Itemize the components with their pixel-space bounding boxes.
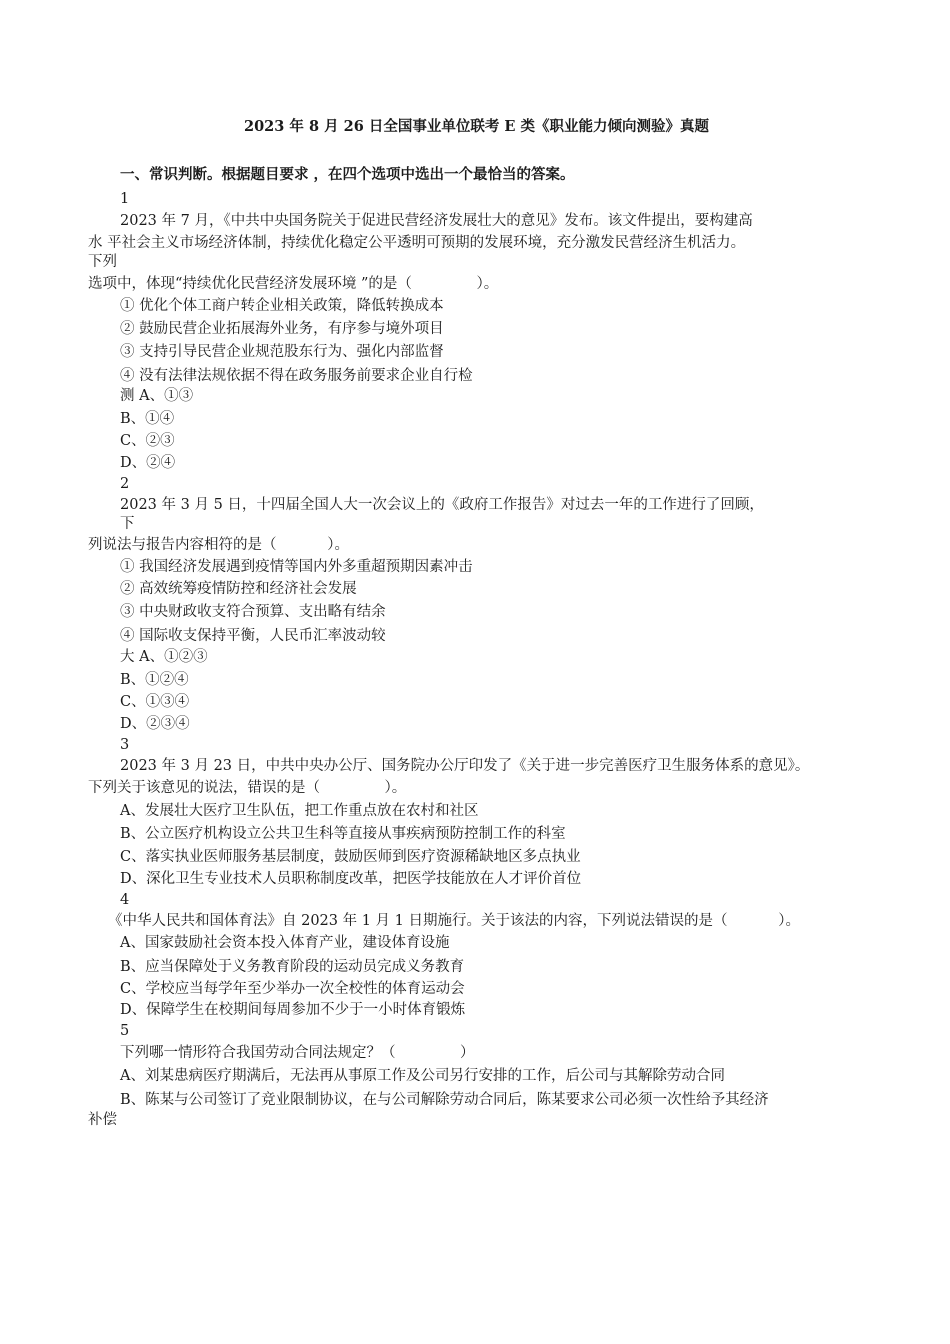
page-title: 2023 年 8 月 26 日全国事业单位联考 E 类《职业能力倾向测验》真题 — [244, 118, 710, 135]
question-number: 1 — [120, 191, 130, 207]
statement-item: ② 鼓励民营企业拓展海外业务，有序参与境外项目 — [120, 321, 444, 337]
question-stem: 下列关于该意见的说法，错误的是（ ）。 — [88, 780, 407, 796]
question-stem: 2023 年 3 月 23 日，中共中央办公厅、国务院办公厅印发了《关于进一步完善医疗卫生服务体系的意见》。 — [120, 758, 810, 774]
statement-item: ④ 国际收支保持平衡，人民币汇率波动较 — [120, 628, 386, 644]
answer-option: D、②③④ — [120, 716, 190, 732]
answer-option: C、学校应当每学年至少举办一次全校性的体育运动会 — [120, 981, 465, 997]
question-stem: 选项中，体现“持续优化民营经济发展环境 ”的是（ ）。 — [88, 276, 499, 292]
answer-option: C、①③④ — [120, 694, 190, 710]
answer-option: 测 A、①③ — [120, 388, 194, 404]
answer-option: D、保障学生在校期间每周参加不少于一小时体育锻炼 — [120, 1002, 466, 1018]
answer-option: 补偿 — [88, 1112, 117, 1128]
statement-item: ④ 没有法律法规依据不得在政务服务前要求企业自行检 — [120, 368, 473, 384]
statement-item: ① 我国经济发展遇到疫情等国内外多重超预期因素冲击 — [120, 559, 473, 575]
statement-item: ③ 支持引导民营企业规范股东行为、强化内部监督 — [120, 344, 444, 360]
answer-option: D、深化卫生专业技术人员职称制度改革，把医学技能放在人才评价首位 — [120, 871, 582, 887]
question-stem: 下列 — [88, 254, 117, 270]
answer-option: B、①④ — [120, 411, 175, 427]
statement-item: ③ 中央财政收支符合预算、支出略有结余 — [120, 604, 386, 620]
question-number: 4 — [120, 892, 130, 908]
statement-item: ② 高效统筹疫情防控和经济社会发展 — [120, 581, 357, 597]
question-stem: 下 — [120, 516, 135, 532]
answer-option: B、陈某与公司签订了竞业限制协议，在与公司解除劳动合同后，陈某要求公司必须一次性给予其经济 — [120, 1092, 769, 1108]
statement-item: ① 优化个体工商户转企业相关政策，降低转换成本 — [120, 298, 444, 314]
question-stem: 2023 年 3 月 5 日，十四届全国人大一次会议上的《政府工作报告》对过去一年的工作进行了回顾， — [120, 497, 764, 513]
answer-option: D、②④ — [120, 455, 176, 471]
answer-option: A、发展壮大医疗卫生队伍，把工作重点放在农村和社区 — [120, 803, 479, 819]
question-number: 5 — [120, 1023, 130, 1039]
question-stem: 《中华人民共和国体育法》自 2023 年 1 月 1 日期施行。关于该法的内容，下列说法错误的是（ ）。 — [108, 913, 800, 929]
answer-option: C、落实执业医师服务基层制度，鼓励医师到医疗资源稀缺地区多点执业 — [120, 849, 581, 865]
answer-option: C、②③ — [120, 433, 175, 449]
answer-option: A、刘某患病医疗期满后，无法再从事原工作及公司另行安排的工作，后公司与其解除劳动合同 — [120, 1068, 725, 1084]
section-heading: 一、常识判断。根据题目要求 ，在四个选项中选出一个最恰当的答案。 — [120, 166, 575, 183]
question-stem: 列说法与报告内容相符的是（ ）。 — [88, 537, 349, 553]
question-stem: 2023 年 7 月，《中共中央国务院关于促进民营经济发展壮大的意见》发布。该文件提出，要构建高 — [120, 213, 753, 229]
question-stem: 水 平社会主义市场经济体制，持续优化稳定公平透明可预期的发展环境，充分激发民营经济生机活力。 — [88, 235, 746, 251]
answer-option: B、公立医疗机构设立公共卫生科等直接从事疾病预防控制工作的科室 — [120, 826, 566, 842]
question-number: 3 — [120, 737, 130, 753]
answer-option: B、①②④ — [120, 672, 189, 688]
question-stem: 下列哪一情形符合我国劳动合同法规定？（ ） — [120, 1045, 475, 1061]
answer-option: 大 A、①②③ — [120, 649, 208, 665]
answer-option: A、国家鼓励社会资本投入体育产业，建设体育设施 — [120, 935, 450, 951]
question-number: 2 — [120, 476, 130, 492]
answer-option: B、应当保障处于义务教育阶段的运动员完成义务教育 — [120, 959, 465, 975]
